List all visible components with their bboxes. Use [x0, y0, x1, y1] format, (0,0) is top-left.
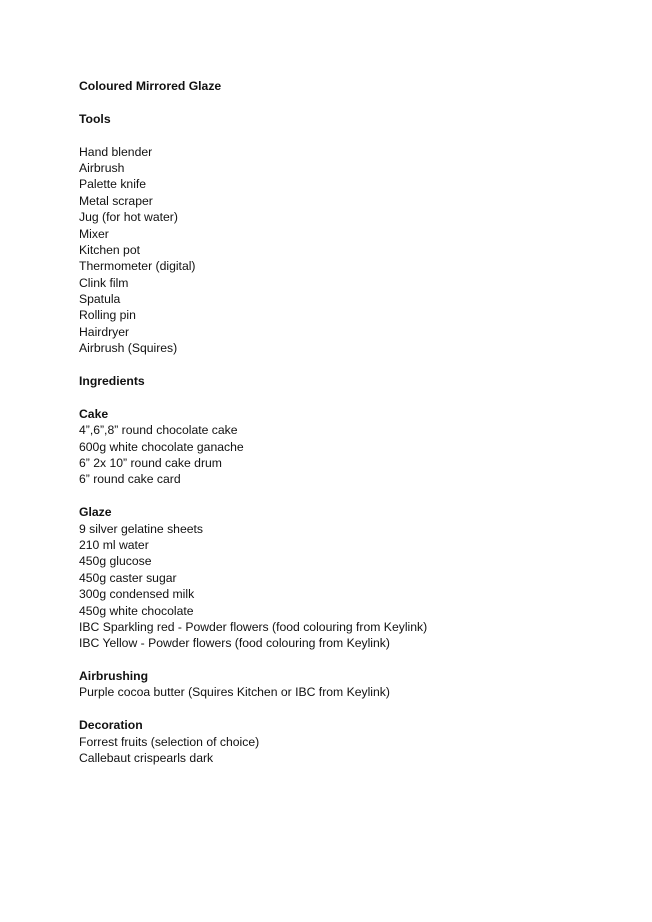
- list-item: 450g caster sugar: [79, 570, 177, 585]
- list-item: Hand blender: [79, 144, 153, 159]
- list-item: 450g white chocolate: [79, 603, 194, 618]
- glaze-heading: Glaze: [79, 505, 112, 520]
- ingredients-heading: Ingredients: [79, 374, 145, 389]
- glaze-list: [79, 521, 619, 652]
- airbrushing-heading: Airbrushing: [79, 669, 149, 684]
- list-item: Forrest fruits (selection of choice): [79, 734, 260, 749]
- list-item: Rolling pin: [79, 308, 136, 323]
- decoration-heading: Decoration: [79, 718, 143, 733]
- list-item: Hairdryer: [79, 324, 130, 339]
- list-item: Thermometer (digital): [79, 259, 196, 274]
- list-item: 4”,6”,8” round chocolate cake: [79, 423, 238, 438]
- list-item: Spatula: [79, 292, 121, 307]
- list-item: Palette knife: [79, 177, 147, 192]
- tools-heading: Tools: [79, 111, 111, 126]
- list-item: Airbrush (Squires): [79, 341, 178, 356]
- list-item: Callebaut crispearls dark: [79, 751, 214, 766]
- list-item: Purple cocoa butter (Squires Kitchen or IBC from Keylink): [79, 685, 390, 700]
- list-item: Jug (for hot water): [79, 210, 178, 225]
- spacer: [79, 652, 619, 668]
- spacer: [79, 127, 619, 143]
- document-content: [79, 78, 619, 766]
- list-item: 9 silver gelatine sheets: [79, 521, 203, 536]
- list-item: Metal scraper: [79, 193, 153, 208]
- list-item: 6” round cake card: [79, 472, 181, 487]
- decoration-list: [79, 734, 619, 767]
- list-item: 300g condensed milk: [79, 587, 195, 602]
- list-item: 210 ml water: [79, 537, 149, 552]
- list-item: Mixer: [79, 226, 109, 241]
- list-item: Kitchen pot: [79, 242, 140, 257]
- airbrushing-list: [79, 684, 619, 700]
- list-item: Clink film: [79, 275, 129, 290]
- spacer: [79, 94, 619, 110]
- list-item: 600g white chocolate ganache: [79, 439, 244, 454]
- list-item: 6” 2x 10” round cake drum: [79, 455, 222, 470]
- list-item: Airbrush: [79, 160, 125, 175]
- spacer: [79, 357, 619, 373]
- list-item: IBC Yellow - Powder flowers (food colouring from Keylink): [79, 636, 390, 651]
- cake-list: [79, 422, 619, 488]
- tools-list: [79, 144, 619, 357]
- spacer: [79, 488, 619, 504]
- spacer: [79, 701, 619, 717]
- list-item: IBC Sparkling red - Powder flowers (food colouring from Keylink): [79, 619, 428, 634]
- cake-heading: Cake: [79, 406, 109, 421]
- list-item: 450g glucose: [79, 554, 152, 569]
- document-title: Coloured Mirrored Glaze: [79, 79, 222, 93]
- spacer: [79, 389, 619, 405]
